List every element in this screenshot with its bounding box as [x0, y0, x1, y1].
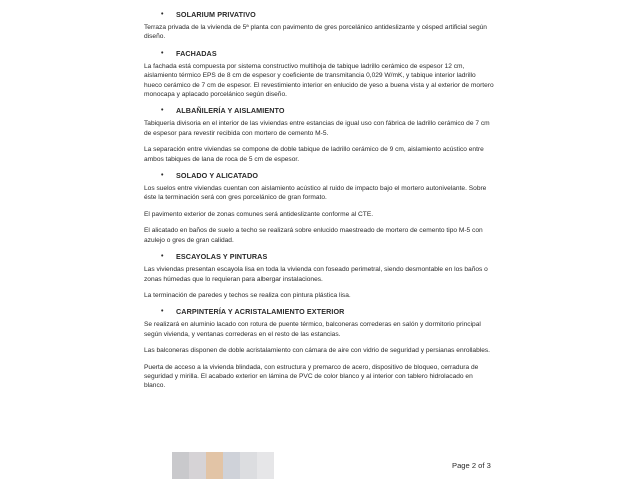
- body-paragraph: Las balconeras disponen de doble acristalamiento con cámara de aire con vidrio de seguridad y persianas enrollables.: [144, 347, 491, 355]
- blurred-block: [206, 452, 223, 479]
- section-heading: [144, 10, 494, 20]
- body-paragraph: Terraza privada de la vivienda de 5ª planta con pavimento de gres porcelánico antideslizante y césped artificial según diseño.: [144, 24, 487, 41]
- bullet-icon: •: [161, 172, 164, 180]
- section-heading: [144, 106, 494, 116]
- section-heading: [144, 171, 494, 181]
- body-paragraph: Los suelos entre viviendas cuentan con aislamiento acústico al ruido de impacto bajo el mortero autonivelante. Sobre éste la terminación será con gres porcelánico de gran formato.: [144, 185, 487, 202]
- bullet-icon: •: [161, 11, 164, 18]
- section-heading: [144, 307, 494, 317]
- blurred-block: [172, 452, 189, 479]
- section-title: ALBAÑILERÍA Y AISLAMIENTO: [176, 106, 285, 116]
- body-paragraph: El pavimento exterior de zonas comunes será antideslizante conforme al CTE.: [144, 210, 374, 218]
- section-title: SOLARIUM PRIVATIVO: [176, 10, 256, 19]
- bullet-icon: •: [161, 49, 164, 57]
- body-paragraph: La terminación de paredes y techos se realiza con pintura plástica lisa.: [144, 291, 351, 299]
- body-paragraph: La separación entre viviendas se compone de doble tabique de ladrillo cerámico de 9 cm, aislamiento acústico entre ambos tabiques de lana de roca de 5 cm de espesor.: [144, 146, 484, 163]
- blurred-footer-logo: [172, 452, 274, 479]
- section-heading: [144, 252, 494, 262]
- section-title: ESCAYOLAS Y PINTURAS: [176, 252, 268, 262]
- body-paragraph: Puerta de acceso a la vivienda blindada, con estructura y premarco de acero, dispositivo de bloqueo, cerradura de seguridad y mirilla. El acabado exterior en lámina de PVC de color blanco y al interior con tablero hidrolacado en blanco.: [144, 363, 479, 390]
- bullet-icon: •: [161, 308, 164, 316]
- body-paragraph: El alicatado en baños de suelo a techo se realizará sobre enlucido maestreado de mortero de cemento tipo M-5 con azulejo o gres de gran calidad.: [144, 227, 483, 244]
- blurred-block: [240, 452, 257, 479]
- bullet-icon: •: [161, 107, 164, 115]
- body-paragraph: Las viviendas presentan escayola lisa en toda la vivienda con foseado perimetral, siendo desmontable en los baños o zonas húmedas que lo requieran para albergar instalaciones.: [144, 266, 488, 283]
- body-paragraph: La fachada está compuesta por sistema constructivo multihoja de tabique ladrillo cerámico de espesor 12 cm, aislamiento térmico EPS de 8 cm de espesor y coeficiente de transmitancia 0,029 W/mK, y tabique interior ladrillo hueco cerámico de 7 cm de espesor. El revestimiento interior en enlucido de yeso a buena vista y al exterior de mortero monocapa y aplacado porcelánico según diseño.: [144, 62, 494, 99]
- bullet-icon: •: [161, 253, 164, 261]
- section-title: SOLADO Y ALICATADO: [176, 171, 259, 181]
- document-body: [144, 10, 494, 398]
- section-heading: [144, 49, 494, 59]
- page-number: Page 2 of 3: [452, 461, 491, 470]
- blurred-block: [189, 452, 206, 479]
- body-paragraph: Tabiquería divisoria en el interior de las viviendas entre estancias de igual uso con fábrica de ladrillo cerámico de 7 cm de espesor para revestir recibida con mortero de cemento M-5.: [144, 120, 490, 137]
- section-title: FACHADAS: [176, 48, 217, 58]
- section-title: CARPINTERÍA Y ACRISTALAMIENTO EXTERIOR: [176, 307, 345, 317]
- body-paragraph: Se realizará en aluminio lacado con rotura de puente térmico, balconeras correderas en salón y dormitorio principal según vivienda, y ventanas correderas en el resto de las estancias.: [144, 321, 481, 338]
- blurred-block: [257, 452, 274, 479]
- blurred-block: [223, 452, 240, 479]
